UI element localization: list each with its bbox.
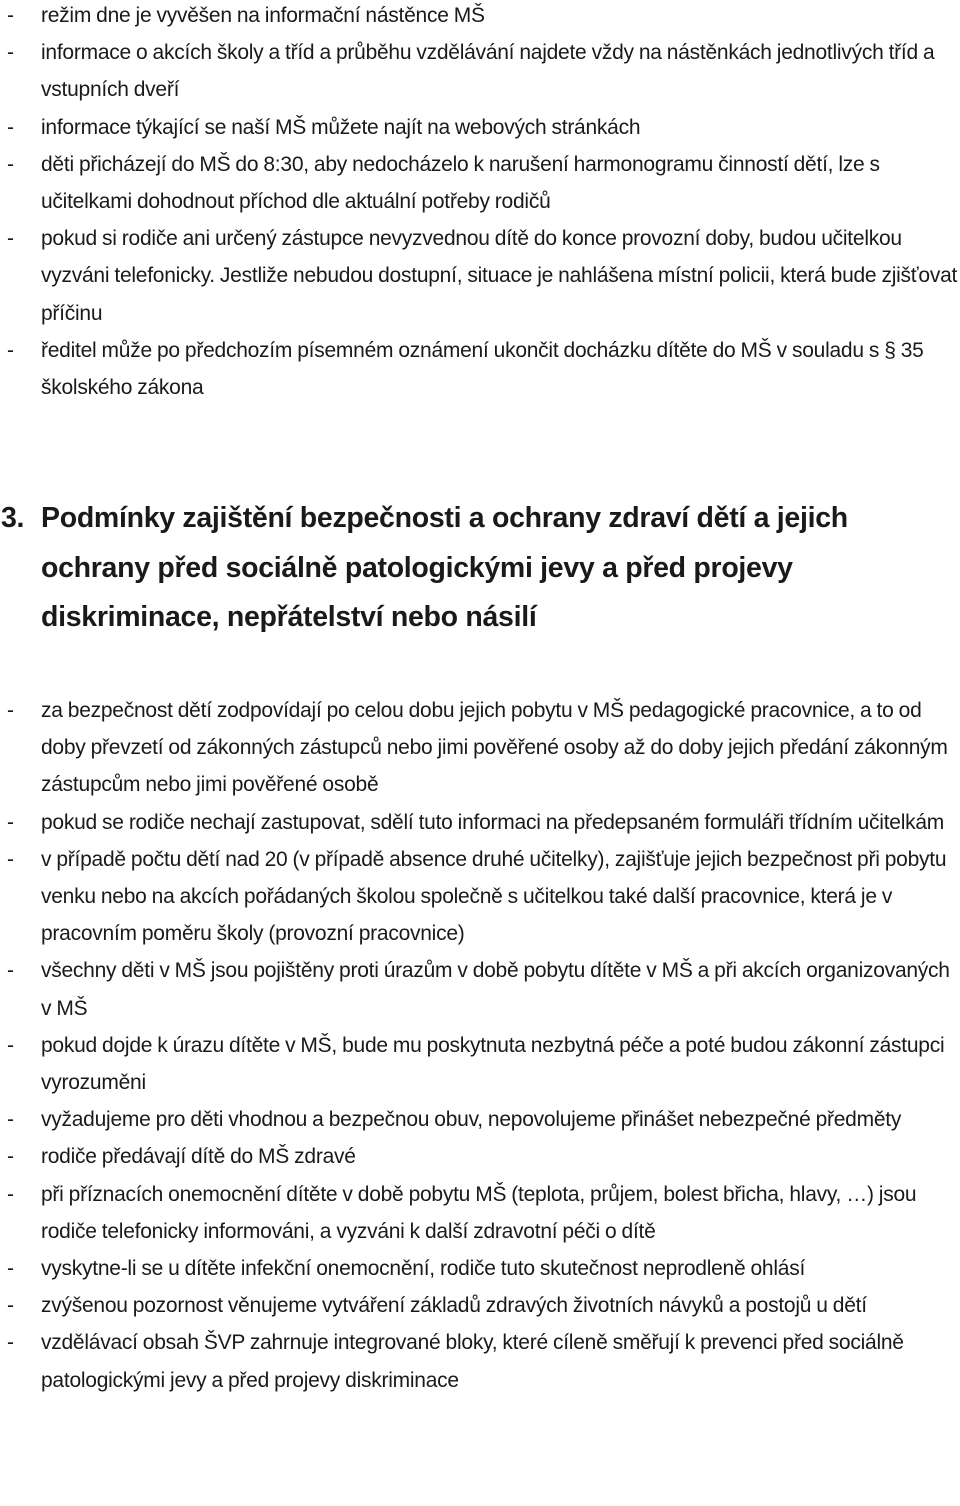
list-item-text: za bezpečnost dětí zodpovídají po celou dobu jejich pobytu v MŠ pedagogické pracovnice, a to od doby převzetí od zákonných zástupců nebo jimi pověřené osoby až do doby jejich předání zákonným zástupcům nebo jimi pověřené osobě <box>41 699 948 797</box>
list-item <box>0 952 960 1026</box>
list-item <box>0 220 960 332</box>
list-item <box>0 1101 960 1138</box>
section-title: Podmínky zajištění bezpečnosti a ochrany zdraví dětí a jejich ochrany před sociálně patologickými jevy a před projevy diskriminace, nepřátelství nebo násilí <box>41 502 848 633</box>
list-item-text: vyžadujeme pro děti vhodnou a bezpečnou obuv, nepovolujeme přinášet nebezpečné předměty <box>41 1108 902 1132</box>
section-number: 3. <box>1 502 25 534</box>
list-item-text: informace týkající se naší MŠ můžete najít na webových stránkách <box>41 115 641 139</box>
list-item-text: zvýšenou pozornost věnujeme vytváření základů zdravých životních návyků a postojů u dětí <box>41 1294 867 1318</box>
rules-list-bottom <box>0 692 960 1399</box>
list-item <box>0 1287 960 1324</box>
list-item-text: všechny děti v MŠ jsou pojištěny proti úrazům v době pobytu dítěte v MŠ a při akcích organizovaných v MŠ <box>41 959 950 1020</box>
list-item-text: ředitel může po předchozím písemném oznámení ukončit docházku dítěte do MŠ v souladu s § 35 školského zákona <box>41 338 924 400</box>
list-item-text: pokud se rodiče nechají zastupovat, sdělí tuto informaci na předepsaném formuláři třídním učitelkám <box>41 810 945 834</box>
bullet-dash: - <box>7 810 14 834</box>
list-item <box>0 332 960 406</box>
list-item-text: při příznacích onemocnění dítěte v době pobytu MŠ (teplota, průjem, bolest břicha, hlavy, …) jsou rodiče telefonicky informováni, a vyzváni k další zdravotní péči o dítě <box>41 1182 917 1243</box>
list-item <box>0 1176 960 1250</box>
list-item-text: pokud si rodiče ani určený zástupce nevyzvednou dítě do konce provozní doby, budou učitelkou vyzváni telefonicky. Jestliže nebudou dostupní, situace je nahlášena místní policii, která bude zjišťovat příčinu <box>41 227 958 325</box>
bullet-dash: - <box>7 1331 14 1355</box>
list-item <box>0 1027 960 1101</box>
list-item-text: vzdělávací obsah ŠVP zahrnuje integrované bloky, které cíleně směřují k prevenci před sociálně patologickými jevy a před projevy diskriminace <box>41 1331 904 1392</box>
bullet-dash: - <box>7 699 14 722</box>
bullet-dash: - <box>7 1257 14 1281</box>
bullet-dash: - <box>7 847 14 871</box>
list-item <box>0 146 960 220</box>
section-heading <box>0 494 960 643</box>
list-item-text: pokud dojde k úrazu dítěte v MŠ, bude mu poskytnuta nezbytná péče a poté budou zákonní zástupci vyrozuměni <box>41 1033 945 1095</box>
list-item-text: režim dne je vyvěšen na informační nástěnce MŠ <box>41 4 485 27</box>
bullet-dash: - <box>7 1294 14 1318</box>
list-item <box>0 109 960 146</box>
list-item <box>0 841 960 953</box>
bullet-dash: - <box>7 959 14 983</box>
list-item-text: informace o akcích školy a tříd a průběhu vzdělávání najdete vždy na nástěnkách jednotlivých tříd a vstupních dveří <box>41 41 935 102</box>
list-item-text: děti přicházejí do MŠ do 8:30, aby nedocházelo k narušení harmonogramu činností dětí, lze s učitelkami dohodnout příchod dle aktuální potřeby rodičů <box>41 152 880 214</box>
bullet-dash: - <box>7 1145 14 1169</box>
bullet-dash: - <box>7 1033 14 1057</box>
rules-list-top <box>0 0 960 406</box>
bullet-dash: - <box>7 338 14 362</box>
bullet-dash: - <box>7 1182 14 1206</box>
bullet-dash: - <box>7 4 14 27</box>
list-item-text: vyskytne-li se u dítěte infekční onemocnění, rodiče tuto skutečnost neprodleně ohlásí <box>41 1257 806 1281</box>
list-item <box>0 0 960 34</box>
list-item <box>0 1250 960 1287</box>
list-item-text: v případě počtu dětí nad 20 (v případě absence druhé učitelky), zajišťuje jejich bezpečnost při pobytu venku nebo na akcích pořádaných školou společně s učitelkou také další pracovnice, která je v pracovním poměru školy (provozní pracovnice) <box>41 847 947 946</box>
bullet-dash: - <box>7 41 14 65</box>
bullet-dash: - <box>7 152 14 176</box>
bullet-dash: - <box>7 1108 14 1132</box>
list-item <box>0 692 960 804</box>
list-item <box>0 34 960 108</box>
list-item <box>0 804 960 841</box>
list-item <box>0 1138 960 1175</box>
list-item-text: rodiče předávají dítě do MŠ zdravé <box>41 1145 356 1169</box>
list-item <box>0 1324 960 1398</box>
bullet-dash: - <box>7 227 14 251</box>
bullet-dash: - <box>7 115 14 139</box>
